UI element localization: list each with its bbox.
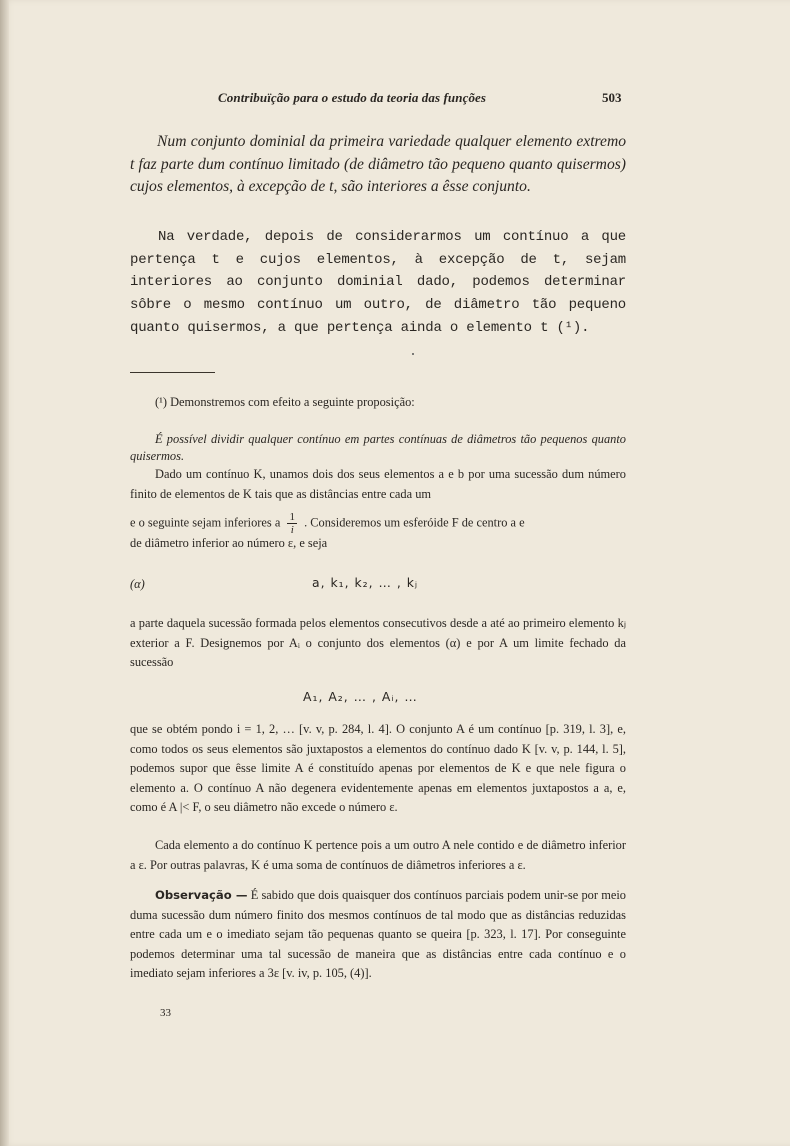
fraction-numerator: 1 [289, 511, 295, 523]
footnote-observation [130, 886, 626, 984]
footnote-paragraph-6: Cada elemento a do contínuo K pertence pois a um outro A nele contido e de diâmetro inferior a ε. Por outras palavras, K é uma soma de contínuos de diâmetros inferiores a ε. [130, 838, 626, 872]
footnote-p2-end: . Consideremos um esferóide F de centro a e [304, 515, 525, 530]
sequence-label-alpha: (α) [130, 577, 145, 591]
observation-text: É sabido que dois quaisquer dos contínuos parciais podem unir-se por meio duma sucessão dum número finito dos mesmos contínuos de tal modo que as distâncias reduzidas entre cada um e o imediato sejam tão pequenas quanto se queira [p. 323, l. 17]. Por conseguinte podemos determinar uma tal sucessão de maneira que as distâncias entre cada contínuo e o imediato sejam inferiores a 3ε [v. iv, p. 105, (4)]. [130, 888, 626, 981]
sequence-of-sets: A₁, A₂, … , Aᵢ, … [303, 689, 418, 704]
running-title: Contribuïção para o estudo da teoria das funções [218, 90, 487, 105]
footnote-proposition: É possível dividir qualquer contínuo em partes contínuas de diâmetros tão pequenos quanto quisermos. [130, 432, 626, 463]
footnote-paragraph-3: de diâmetro inferior ao número ε, e seja [130, 536, 328, 550]
fraction-denominator: i [290, 524, 294, 536]
sequence-alpha: a, k₁, k₂, … , kⱼ [312, 575, 419, 590]
page-gutter-edge [0, 0, 9, 1146]
fraction-one-over-i [287, 511, 297, 536]
proof-paragraph: Na verdade, depois de considerarmos um contínuo a que pertença t e cujos elementos, à excepção de t, sejam interiores ao conjunto dominial dado, podemos determinar sôbre o mesmo contínuo um outro, de diâmetro tão pequeno quanto quisermos, a que pertença ainda o elemento t (¹). [130, 229, 626, 336]
footnote-paragraph-5: que se obtém pondo i = 1, 2, … [v. v, p. 284, l. 4]. O conjunto A é um contínuo [p. 319, l. 3], e, como todos os seus elementos são juxtapostos a elementos do contínuo dado K [v. v, p. 144, l. 5], podemos supor que êsse limite A é constituído apenas por elementos de K e que nele figura o elemento a. O contínuo A não degenera evidentemente apenas em elementos juxtapostos a a, e, como é A |< F, o seu diâmetro não excede o número ε. [130, 722, 626, 815]
page-number: 503 [602, 90, 622, 105]
print-speck [412, 353, 414, 355]
footnote-paragraph-2 [130, 511, 626, 536]
footnote-rule [130, 372, 215, 373]
footnote-paragraph-4: a parte daquela sucessão formada pelos elementos consecutivos desde a até ao primeiro elemento kⱼ exterior a F. Designemos por Aᵢ o conjunto dos elementos (α) e por A um limite fechado da sucessão [130, 616, 626, 670]
footnote-intro: (¹) Demonstremos com efeito a seguinte proposição: [155, 395, 415, 409]
observation-label: Observação — [155, 888, 248, 902]
footnote-paragraph-1: Dado um contínuo K, unamos dois dos seus elementos a e b por uma sucessão dum número finito de elementos de K tais que as distâncias entre cada um [130, 467, 626, 501]
signature-mark: 33 [160, 1007, 171, 1019]
footnote-p2-start: e o seguinte sejam inferiores a [130, 515, 281, 530]
theorem-statement: Num conjunto dominial da primeira variedade qualquer elemento extremo t faz parte dum contínuo limitado (de diâmetro tão pequeno quanto quisermos) cujos elementos, à excepção de t, são interiores a êsse conjunto. [130, 133, 626, 195]
